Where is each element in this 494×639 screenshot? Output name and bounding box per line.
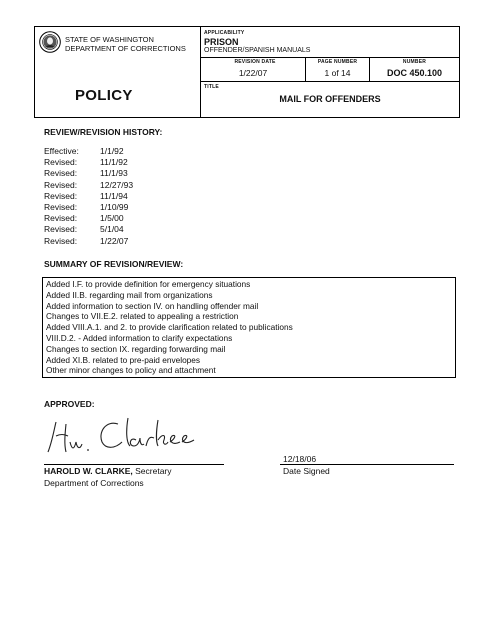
history-label: Revised: bbox=[44, 213, 78, 224]
history-date: 12/27/93 bbox=[100, 179, 134, 190]
date-line bbox=[280, 464, 454, 465]
signer-department: Department of Corrections bbox=[44, 478, 144, 488]
history-date: 1/22/07 bbox=[100, 235, 129, 246]
applicability-label: APPLICABILITY bbox=[204, 30, 245, 36]
summary-item: Added II.B. regarding mail from organizations bbox=[46, 289, 213, 300]
revision-date-value: 1/22/07 bbox=[238, 68, 268, 78]
history-date: 5/1/04 bbox=[100, 224, 124, 235]
applicability-value: PRISON bbox=[204, 37, 239, 47]
history-label: Revised: bbox=[44, 190, 78, 201]
history-label: Revised: bbox=[44, 201, 78, 212]
history-date: 1/10/99 bbox=[100, 201, 129, 212]
date-signed-value: 12/18/06 bbox=[283, 454, 317, 464]
signer bbox=[44, 466, 172, 476]
history-date: 1/5/00 bbox=[100, 213, 124, 224]
summary-item: Added XI.B. related to pre-paid envelopes bbox=[46, 354, 201, 365]
history-label: Revised: bbox=[44, 168, 78, 179]
summary-item: Added VIII.A.1. and 2. to provide clarification related to publications bbox=[46, 322, 293, 333]
summary-item: Added information to section IV. on handling offender mail bbox=[46, 300, 259, 311]
header-box bbox=[34, 26, 460, 118]
applicability-sub: OFFENDER/SPANISH MANUALS bbox=[204, 47, 311, 54]
summary-item: Other minor changes to policy and attachment bbox=[46, 365, 216, 376]
page-number-label: PAGE NUMBER bbox=[317, 59, 358, 65]
summary-box bbox=[42, 277, 456, 378]
state-seal-icon bbox=[39, 31, 61, 53]
approved-heading: APPROVED: bbox=[44, 399, 95, 409]
summary-item: VIII.D.2. - Added information to clarify expectations bbox=[46, 332, 233, 343]
document-type: POLICY bbox=[75, 87, 133, 104]
history-date: 11/1/92 bbox=[100, 157, 128, 168]
history-label: Effective: bbox=[44, 146, 79, 156]
history-heading: REVIEW/REVISION HISTORY: bbox=[44, 127, 163, 137]
doc-number-label: NUMBER bbox=[402, 59, 427, 65]
signature-image bbox=[44, 412, 204, 458]
history-date: 11/1/94 bbox=[100, 190, 128, 201]
page-number-value: 1 of 14 bbox=[324, 68, 351, 78]
title-label: TITLE bbox=[204, 84, 219, 90]
summary-item: Added I.F. to provide definition for emergency situations bbox=[46, 279, 251, 289]
summary-heading: SUMMARY OF REVISION/REVIEW: bbox=[44, 259, 184, 269]
agency-name bbox=[65, 35, 186, 53]
agency-line-2: DEPARTMENT OF CORRECTIONS bbox=[65, 44, 186, 53]
revision-date-label: REVISION DATE bbox=[234, 59, 276, 65]
summary-item: Changes to section IX. regarding forwarding mail bbox=[46, 343, 226, 354]
doc-number-value: DOC 450.100 bbox=[386, 68, 443, 78]
history-label: Revised: bbox=[44, 157, 78, 168]
agency-line-1: STATE OF WASHINGTON bbox=[65, 35, 154, 44]
date-signed-label: Date Signed bbox=[283, 466, 330, 476]
document-title: MAIL FOR OFFENDERS bbox=[279, 94, 381, 104]
history-label: Revised: bbox=[44, 224, 78, 235]
summary-item: Changes to VII.E.2. related to appealing a restriction bbox=[46, 311, 239, 322]
signature-line bbox=[44, 464, 224, 465]
history-label: Revised: bbox=[44, 179, 78, 190]
signer-title: Secretary bbox=[132, 466, 172, 476]
history-date: 1/1/92 bbox=[100, 146, 124, 156]
history-label: Revised: bbox=[44, 235, 78, 246]
history-date: 11/1/93 bbox=[100, 168, 128, 179]
signer-name: HAROLD W. CLARKE, bbox=[44, 466, 133, 476]
